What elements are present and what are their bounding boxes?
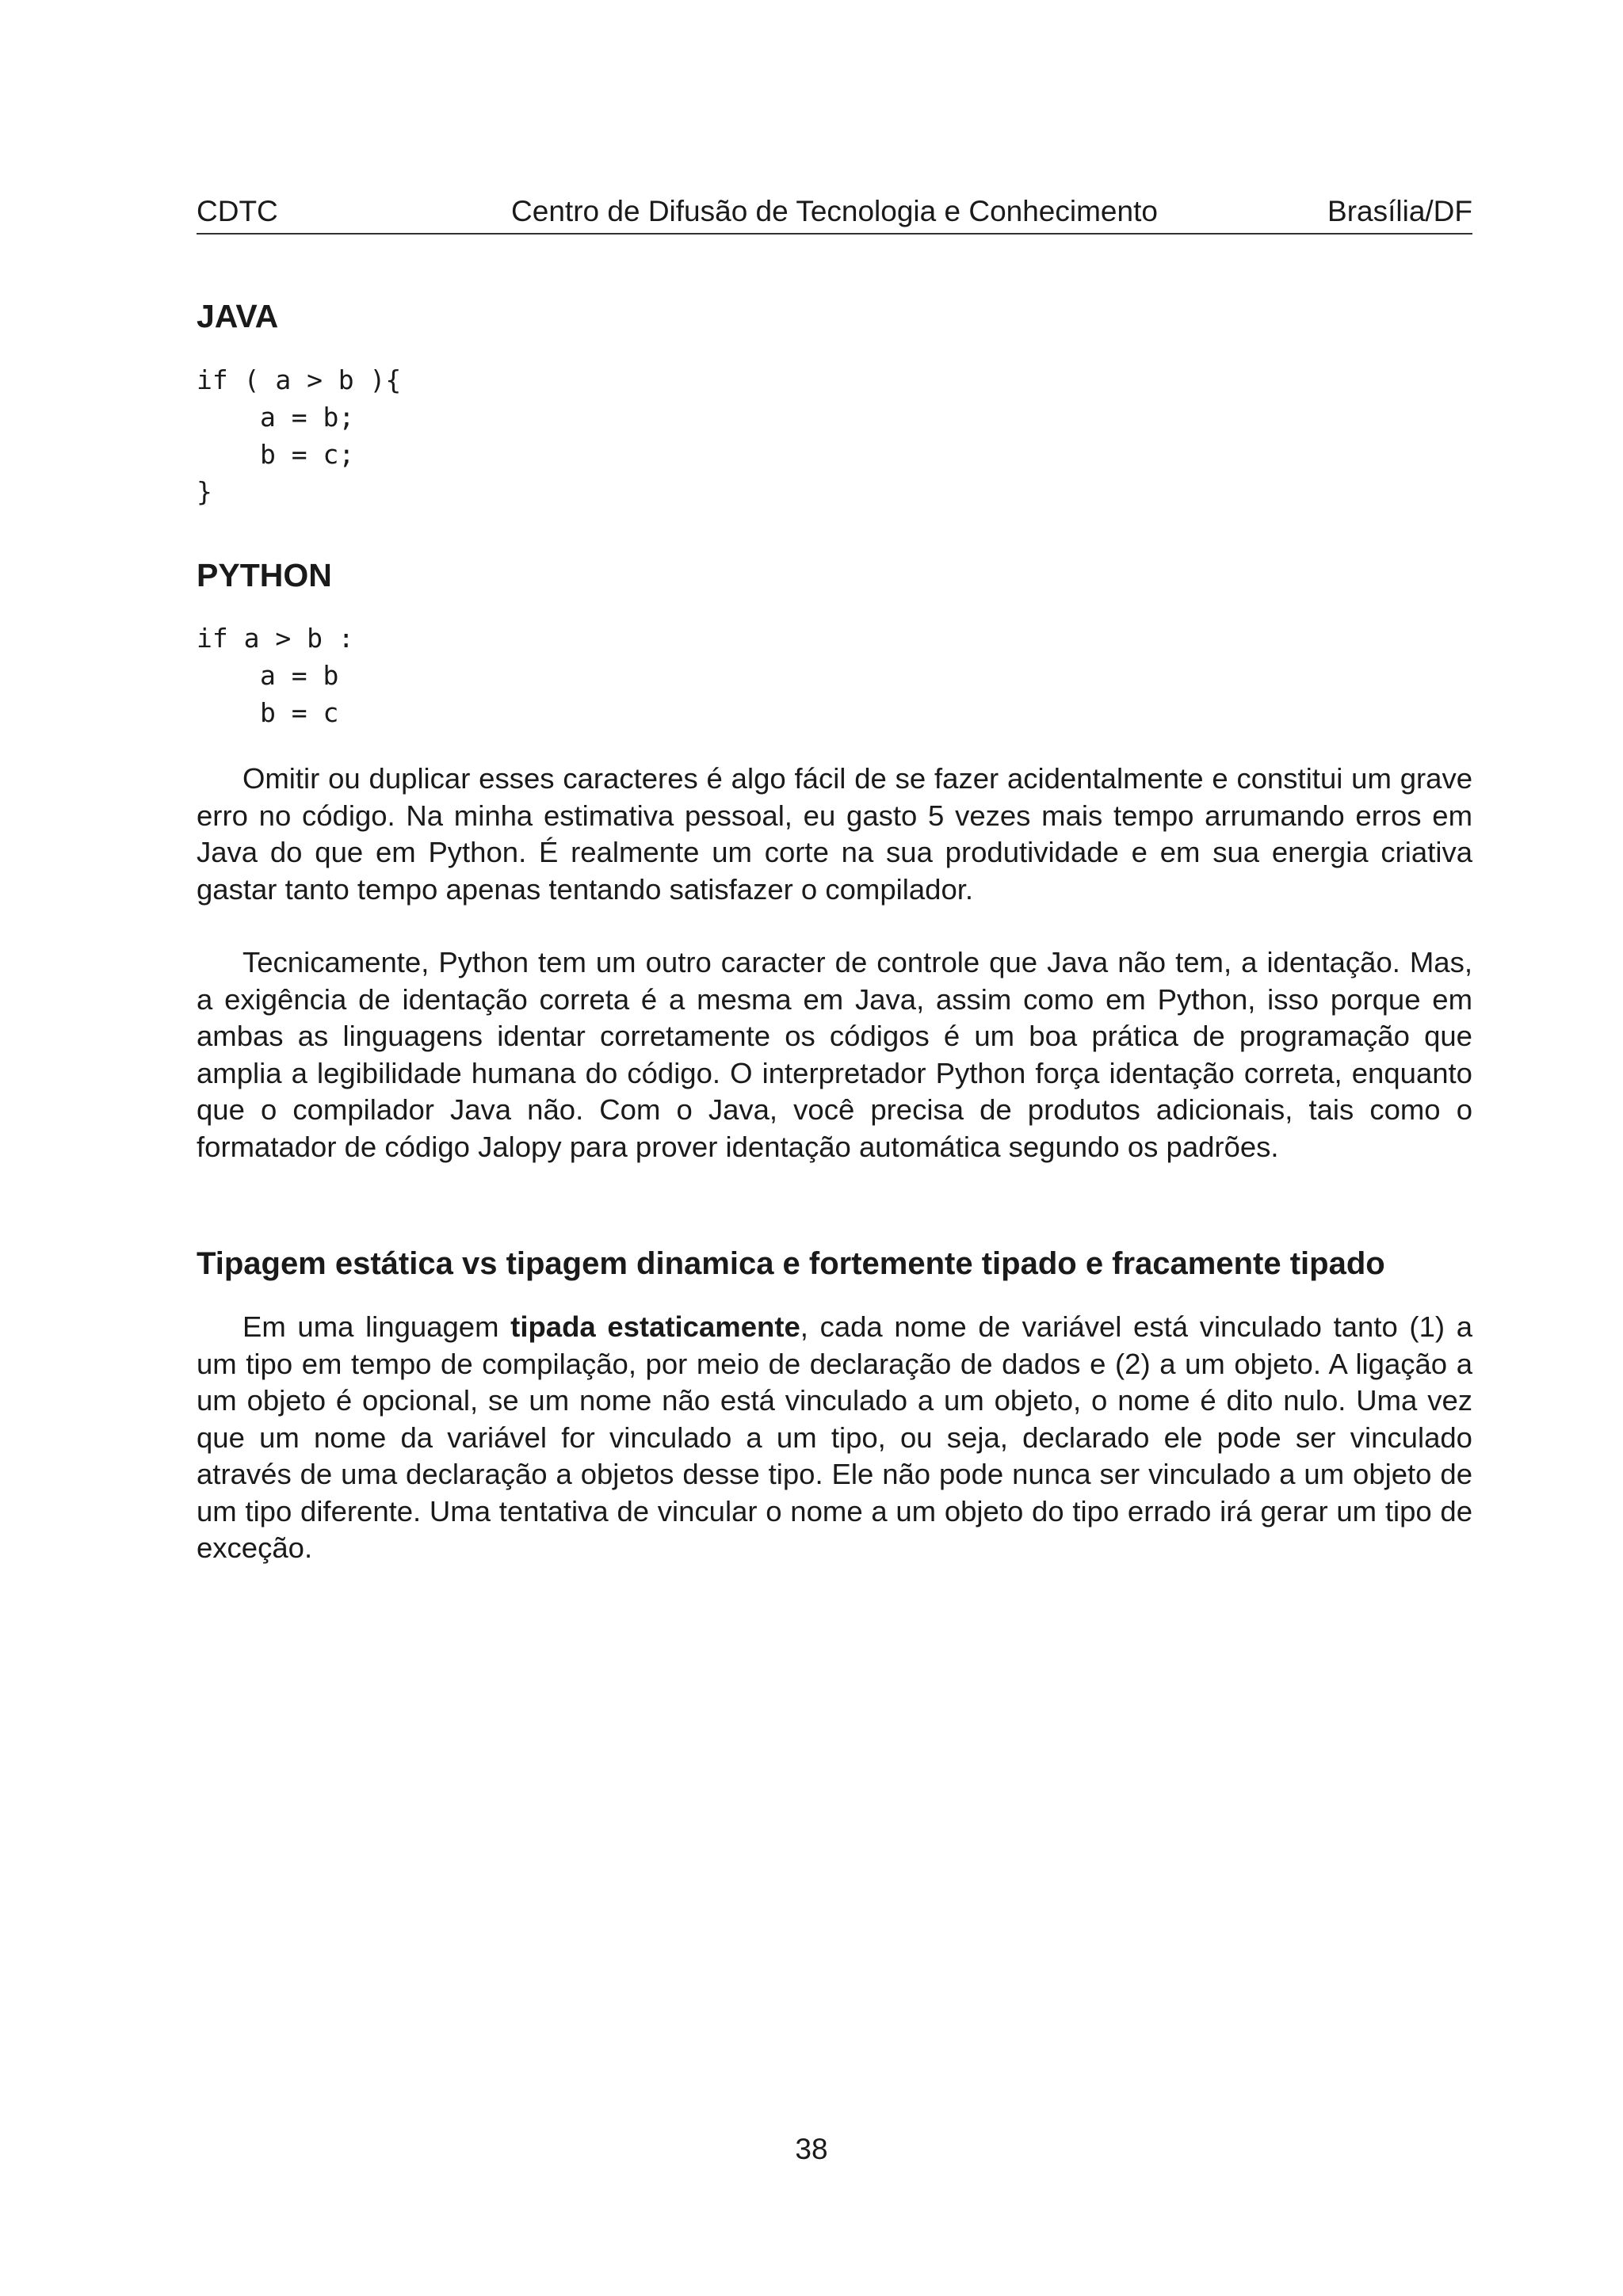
code-line: }	[197, 476, 212, 507]
page-header	[197, 192, 1472, 235]
paragraph-text: , cada nome de variável está vinculado tanto (1) a um tipo em tempo de compilação, por meio de declaração de dados e (2) a um objeto. A ligação a um objeto é opcional, se um nome não está vinculado a um objeto, o nome é dito nulo. Uma vez que um nome da variável for vinculado a um tipo, ou seja, declarado ele pode ser vinculado através de uma declaração a objetos desse tipo. Ele não pode nunca ser vinculado a um objeto de um tipo diferente. Uma tentativa de vincular o nome a um objeto do tipo errado irá gerar um tipo de exceção.	[197, 1310, 1472, 1564]
paragraph: Omitir ou duplicar esses caracteres é algo fácil de se fazer acidentalmente e constitui um grave erro no código. Na minha estimativa pessoal, eu gasto 5 vezes mais tempo arrumando erros em Java do que em Python. É realmente um corte na sua produtividade e em sua energia criativa gastar tanto tempo apenas tentando satisfazer o compilador.	[197, 762, 1472, 906]
emphasized-term: tipada estaticamente	[510, 1310, 800, 1343]
header-center: Centro de Difusão de Tecnologia e Conhecimento	[511, 195, 1158, 227]
header-left: CDTC	[197, 195, 278, 227]
code-line: if ( a > b ){	[197, 364, 402, 395]
paragraph: Tecnicamente, Python tem um outro caracter de controle que Java não tem, a identação. Mas, a exigência de identação correta é a mesma em Java, assim como em Python, isso porque em ambas as linguagens identar corretamente os códigos é um boa prática de programação que amplia a legibilidade humana do código. O interpretador Python força identação correta, enquanto que o compilador Java não. Com o Java, você precisa de produtos adicionais, tais como o formatador de código Jalopy para prover identação automática segundo os padrões.	[197, 946, 1472, 1163]
code-line: b = c;	[260, 439, 355, 470]
java-heading: JAVA	[197, 298, 279, 334]
header-right: Brasília/DF	[1327, 195, 1472, 227]
code-line: b = c	[260, 697, 339, 728]
typing-section-heading: Tipagem estática vs tipagem dinamica e fortemente tipado e fracamente tipado	[197, 1246, 1385, 1281]
paragraph-text: Em uma linguagem	[242, 1310, 511, 1343]
page-number: 38	[795, 2133, 828, 2165]
paragraph	[197, 1309, 1472, 1567]
python-code-block	[197, 620, 354, 731]
code-line: a = b	[260, 660, 339, 691]
java-code-block	[197, 361, 401, 510]
python-heading: PYTHON	[197, 557, 332, 593]
code-line: a = b;	[260, 402, 355, 433]
code-line: if a > b :	[197, 623, 354, 654]
